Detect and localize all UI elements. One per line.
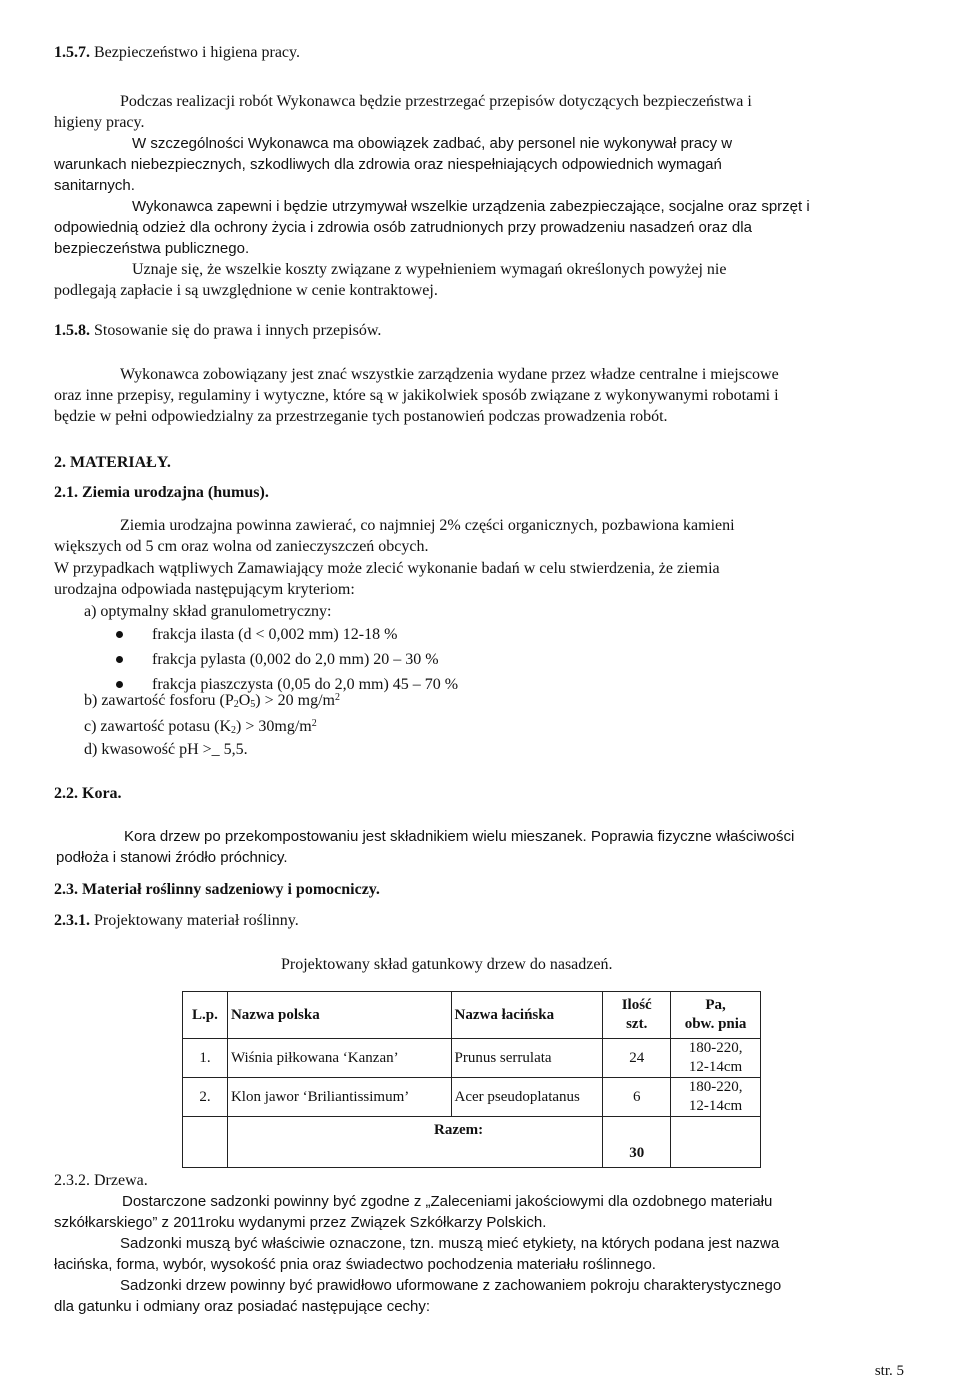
section-heading-2-3 <box>54 879 380 900</box>
table-cell: Wiśnia piłkowana ‘Kanzan’ <box>227 1039 451 1078</box>
text-part: c) zawartość potasu (K <box>84 718 232 735</box>
paragraph-line: łacińska, forma, wybór, wysokość pnia oraz świadectwo pochodzenia materiału roślinnego. <box>54 1256 656 1273</box>
section-heading-1-5-8 <box>54 320 381 341</box>
superscript: 2 <box>334 692 340 703</box>
table-cell <box>671 1078 761 1117</box>
table-cell: Acer pseudoplatanus <box>451 1078 603 1117</box>
total-label-cell <box>227 1117 602 1168</box>
paragraph-line: dla gatunku i odmiany oraz posiadać następujące cechy: <box>54 1298 431 1315</box>
table-cell: 1. <box>183 1039 228 1078</box>
table-cell <box>671 1117 761 1168</box>
paragraph-line: Dostarczone sadzonki powinny być zgodne z „Zaleceniami jakościowymi dla ozdobnego materiału <box>122 1193 773 1210</box>
cell-text: 180-220, <box>688 1040 743 1056</box>
paragraph-line: Podczas realizacji robót Wykonawca będzie przestrzegać przepisów dotyczących bezpieczeństwa i <box>120 93 752 110</box>
list-item-text: frakcja pylasta (0,002 do 2,0 mm) 20 – 30 % <box>152 651 439 668</box>
heading-text: Projektowany materiał roślinny. <box>94 912 299 929</box>
section-heading-1-5-7 <box>54 42 300 63</box>
paragraph-line: Kora drzew po przekompostowaniu jest składnikiem wielu mieszanek. Poprawia fizyczne właściwości <box>124 828 795 845</box>
paragraph-line: Wykonawca zobowiązany jest znać wszystkie zarządzenia wydane przez władze centralne i miejscowe <box>120 366 779 383</box>
header-cell <box>603 992 671 1039</box>
heading-number: 1.5.8. <box>54 322 90 339</box>
cell-text: 12-14cm <box>688 1059 743 1075</box>
header-cell <box>183 992 228 1039</box>
table-cell: 24 <box>603 1039 671 1078</box>
paragraph-line: oraz inne przepisy, regulaminy i wytyczne, które są w jakikolwiek sposób związane z wykonywanymi robotami i <box>54 387 779 404</box>
cell-text: 12-14cm <box>688 1098 743 1114</box>
paragraph-line: odpowiednią odzież dla ochrony życia i zdrowia osób zatrudnionych przy prowadzeniu nasadzeń oraz dla <box>54 219 752 236</box>
heading-text: 2. MATERIAŁY. <box>54 454 171 471</box>
header-text: Nazwa łacińska <box>454 1006 555 1023</box>
total-value: 30 <box>629 1145 645 1161</box>
header-text: Pa, <box>705 997 726 1013</box>
bullet-icon <box>116 681 123 688</box>
total-label: Razem: <box>434 1122 484 1138</box>
header-cell <box>451 992 603 1039</box>
paragraph-line: szkółkarskiego” z 2011roku wydanymi przez Związek Szkółkarzy Polskich. <box>54 1214 547 1231</box>
criteria-item-c <box>84 716 317 737</box>
list-item <box>116 649 458 674</box>
table-cell: 6 <box>603 1078 671 1117</box>
paragraph-line: Sadzonki muszą być właściwie oznaczone, tzn. muszą mieć etykiety, na których podana jest nazwa <box>120 1235 780 1252</box>
text-part: ) > 30mg/m <box>236 718 312 735</box>
section-heading-2 <box>54 452 171 473</box>
table-cell: Klon jawor ‘Briliantissimum’ <box>227 1078 451 1117</box>
subscript: 2 <box>231 725 237 736</box>
paragraph-line: W szczególności Wykonawca ma obowiązek zadbać, aby personel nie wykonywał pracy w <box>132 135 733 152</box>
header-text: Nazwa polska <box>230 1006 320 1023</box>
table-caption: Projektowany skład gatunkowy drzew do nasadzeń. <box>281 956 613 973</box>
paragraph-line: podlegają zapłacie i są uwzględnione w cenie kontraktowej. <box>54 282 438 299</box>
text-part: ) > 20 mg/m <box>255 692 335 709</box>
section-heading-2-3-1 <box>54 910 299 931</box>
paragraph-line: Uznaje się, że wszelkie koszty związane z wypełnieniem wymagań określonych powyżej nie <box>132 261 727 278</box>
table-cell <box>671 1039 761 1078</box>
list-item <box>116 624 458 649</box>
header-text: szt. <box>626 1016 648 1032</box>
paragraph-line: bezpieczeństwa publicznego. <box>54 240 250 257</box>
plant-material-table <box>182 991 761 1168</box>
granulometry-list <box>116 624 458 699</box>
page-number: str. 5 <box>874 1363 904 1379</box>
table-total-row <box>183 1117 761 1168</box>
bullet-icon <box>116 656 123 663</box>
superscript: 2 <box>311 718 317 729</box>
paragraph-line: Sadzonki drzew powinny być prawidłowo uformowane z zachowaniem pokroju charakterystycznego <box>120 1277 782 1294</box>
table-cell: 2. <box>183 1078 228 1117</box>
table-row <box>183 1078 761 1117</box>
section-heading-2-2 <box>54 783 122 804</box>
paragraph-line: będzie w pełni odpowiedzialny za przestrzeganie tych postanowień podczas prowadzenia robót. <box>54 408 668 425</box>
section-heading-2-3-2: 2.3.2. Drzewa. <box>54 1172 148 1189</box>
subscript: 2 <box>233 699 239 710</box>
header-cell <box>227 992 451 1039</box>
paragraph-line: warunkach niebezpiecznych, szkodliwych dla zdrowia oraz niespełniających odpowiednich wymagań <box>54 156 722 173</box>
paragraph-line: higieny pracy. <box>54 114 145 131</box>
table-cell: Prunus serrulata <box>451 1039 603 1078</box>
paragraph-line: urodzajna odpowiada następującym kryteriom: <box>54 581 355 598</box>
header-text: Ilość <box>621 997 652 1013</box>
table-header-row <box>183 992 761 1039</box>
text-part: O <box>238 692 251 709</box>
section-heading-2-1 <box>54 482 269 503</box>
header-cell <box>671 992 761 1039</box>
heading-text: Bezpieczeństwo i higiena pracy. <box>94 44 300 61</box>
criteria-item-a: a) optymalny skład granulometryczny: <box>84 603 332 620</box>
heading-text: 2.1. Ziemia urodzajna (humus). <box>54 484 269 501</box>
heading-number: 1.5.7. <box>54 44 90 61</box>
paragraph-line: sanitarnych. <box>54 177 135 194</box>
paragraph-line: Ziemia urodzajna powinna zawierać, co najmniej 2% części organicznych, pozbawiona kamieni <box>120 517 735 534</box>
heading-text: 2.3. Materiał roślinny sadzeniowy i pomocniczy. <box>54 881 380 898</box>
heading-text: Stosowanie się do prawa i innych przepisów. <box>94 322 382 339</box>
subscript: 5 <box>250 699 256 710</box>
text-part: b) zawartość fosforu (P <box>84 692 234 709</box>
header-text: obw. pnia <box>684 1016 747 1032</box>
heading-number: 2.3.1. <box>54 912 90 929</box>
header-text: L.p. <box>192 1006 218 1023</box>
list-item-text: frakcja ilasta (d < 0,002 mm) 12-18 % <box>152 626 398 643</box>
paragraph-line: W przypadkach wątpliwych Zamawiający może zlecić wykonanie badań w celu stwierdzenia, że ziemia <box>54 560 720 577</box>
paragraph-line: większych od 5 cm oraz wolna od zanieczyszczeń obcych. <box>54 538 429 555</box>
criteria-item-d: d) kwasowość pH >_ 5,5. <box>84 741 248 758</box>
total-value-cell <box>603 1117 671 1168</box>
criteria-item-b <box>84 690 340 711</box>
heading-text: 2.2. Kora. <box>54 785 122 802</box>
cell-text: 180-220, <box>688 1079 743 1095</box>
paragraph-line: podłoża i stanowi źródło próchnicy. <box>56 849 288 866</box>
bullet-icon <box>116 631 123 638</box>
table-cell <box>183 1117 228 1168</box>
table-row <box>183 1039 761 1078</box>
list-item-text: frakcja piaszczysta (0,05 do 2,0 mm) 45 – 70 % <box>152 676 459 693</box>
paragraph-line: Wykonawca zapewni i będzie utrzymywał wszelkie urządzenia zabezpieczające, socjalne oraz sprzęt i <box>132 198 810 215</box>
